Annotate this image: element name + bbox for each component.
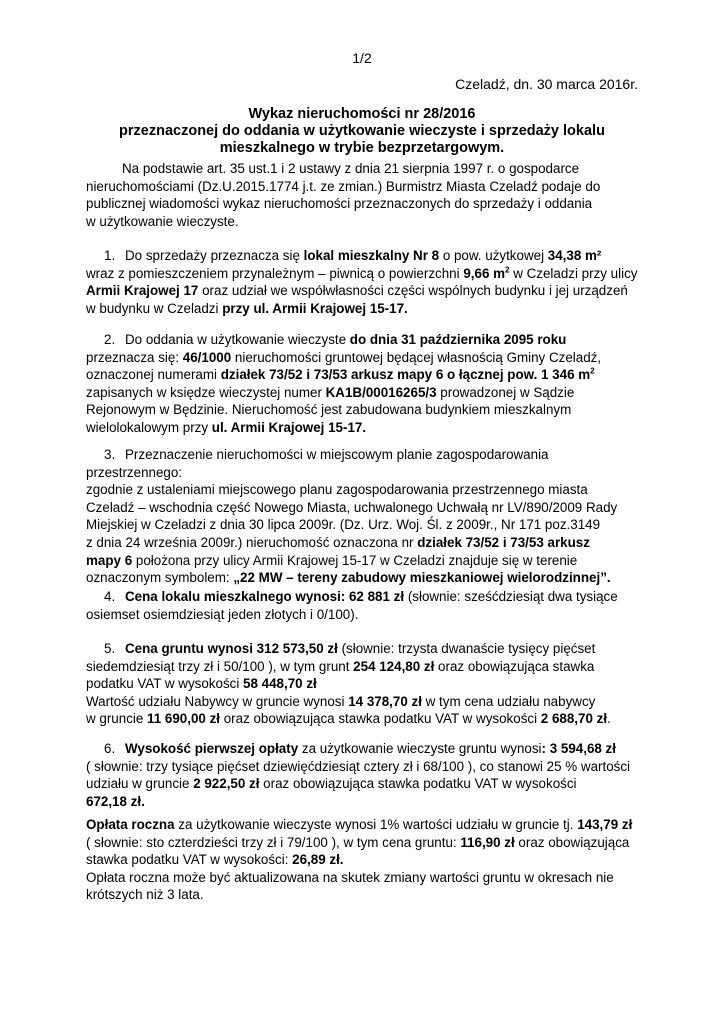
section-number: 2. — [104, 332, 116, 347]
section-number: 6. — [104, 741, 116, 756]
page-number: 1/2 — [352, 50, 372, 66]
section-number: 4. — [104, 589, 116, 604]
section-6: 6. Wysokość pierwszej opłaty za użytkowanie wieczyste gruntu wynosi: 3 594,68 zł ( słownie: trzy tysiące pięćset dziewięćdziesiąt cztery zł i 68/100 ), co stanowi 25 % wartości udziału w gruncie 2 922,50 zł oraz obowiązująca stawka podatku VAT w wysokości 672,18 zł. — [86, 741, 631, 809]
text-line: publicznej wiadomości wykaz nieruchomości przeznaczonych do sprzedaży i oddania — [86, 196, 593, 212]
section-number: 3. — [104, 447, 116, 462]
annual-fee-paragraph: Opłata roczna za użytkowanie wieczyste wynosi 1% wartości udziału w gruncie tj. 143,79 zł ( słownie: sto czterdzieści trzy zł i 79/100 ), w tym cena gruntu: 116,90 zł oraz obowiązująca stawka podatku VAT w wysokości: 26,89 zł. Opłata roczna może być aktualizowana na skutek zmiany wartości gruntu w okresach nie krótszych niż 3 lata. — [86, 817, 633, 903]
section-2: 2. Do oddania w użytkowanie wieczyste do dnia 31 października 2095 roku przeznacza się: 46/1000 nieruchomości gruntowej będącej własnością Gminy Czeladź, oznaczonej numerami działek 73/52 i 73/53 arkusz mapy 6 o łącznej pow. 1 346 $m^2$ zapisanych w księdze wieczystej numer KA1B/00016265/3 prowadzonej w Sądzie Rejonowym w Będzinie. Nieruchomość jest zabudowana budynkiem mieszkalnym wielolokalowym przy ul. Armii Krajowej 15-17. — [86, 332, 602, 435]
section-number: 5. — [104, 641, 116, 656]
document-title — [86, 106, 638, 157]
text-line: w użytkowanie wieczyste. — [86, 213, 239, 229]
section-5: 5. Cena gruntu wynosi 312 573,50 zł (słownie: trzysta dwanaście tysięcy pięćset siedemdziesiąt trzy zł i 50/100 ), w tym grunt 254 124,80 zł oraz obowiązująca stawka podatku VAT w wysokości 58 448,70 zł Wartość udziału Nabywcy w gruncie wynosi 14 378,70 zł w tym cena udziału nabywcy w gruncie 11 690,00 zł oraz obowiązująca stawka podatku VAT w wysokości 2 688,70 zł. — [86, 641, 611, 727]
title-line: mieszkalnego w trybie bezprzetargowym. — [219, 140, 505, 156]
section-1: 1. Do sprzedaży przeznacza się lokal mieszkalny Nr 8 o pow. użytkowej 34,38 m² wraz z pomieszczeniem przynależnym – piwnicą o powierzchni 9,66 $m^2$ w Czeladzi przy ulicy Armii Krajowej 17 oraz udział we współwłasności części wspólnych budynku i jej urządzeń w budynku w Czeladzi przy ul. Armii Krajowej 15-17. — [86, 248, 638, 316]
text-line: Na podstawie art. 35 ust.1 i 2 ustawy z dnia 21 sierpnia 1997 r. o gospodarce — [122, 161, 580, 176]
place-date: Czeladź, dn. 30 marca 2016r. — [455, 76, 638, 92]
section-number: 1. — [104, 248, 116, 263]
intro-paragraph — [86, 160, 638, 230]
title-line: Wykaz nieruchomości nr 28/2016 — [248, 106, 476, 122]
title-line: przeznaczonej do oddania w użytkowanie wieczyste i sprzedaży lokalu — [119, 123, 605, 139]
section-3: 3. Przeznaczenie nieruchomości w miejscowym planie zagospodarowania przestrzennego: zgodnie z ustaleniami miejscowego planu zagospodarowania przestrzennego miasta Czeladź – wschodnia część Nowego Miasta, uchwalonego Uchwałą nr LV/890/2009 Rady Miejskiej w Czeladzi z dnia 30 lipca 2009r. (Dz. Urz. Woj. Śl. z 2009r., Nr 171 poz.3149 z dnia 24 września 2009r.) nieruchomość oznaczona nr działek 73/52 i 73/53 arkusz mapy 6 położona przy ulicy Armii Krajowej 15-17 w Czeladzi znajduje się w terenie oznaczonym symbolem: „22 MW – tereny zabudowy mieszkaniowej wielorodzinnej”. — [86, 447, 618, 586]
section-4: 4. Cena lokalu mieszkalnego wynosi: 62 881 zł (słownie: sześćdziesiąt dwa tysiące osiemset osiemdziesiąt jeden złotych i 0/100). — [86, 589, 618, 622]
text-line: nieruchomościami (Dz.U.2015.1774 j.t. ze zmian.) Burmistrz Miasta Czeladź podaje do — [86, 178, 601, 194]
